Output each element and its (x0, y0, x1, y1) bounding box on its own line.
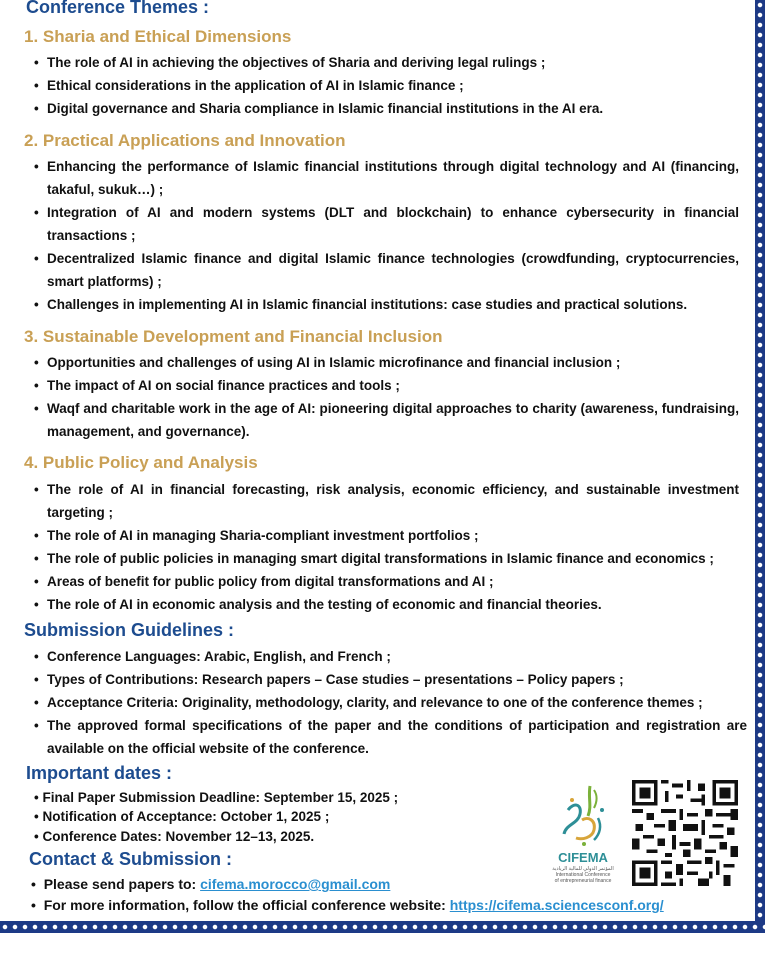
list-item: • The role of AI in economic analysis and the testing of economic and financial theories. (34, 597, 602, 612)
list-item: • Types of Contributions: Research papers – Case studies – presentations – Policy papers ; (34, 672, 624, 687)
list-item: • The role of AI in achieving the objectives of Sharia and deriving legal rulings ; (34, 55, 546, 70)
section-1-title: 1. Sharia and Ethical Dimensions (24, 27, 292, 46)
decorative-border-bottom (0, 921, 765, 933)
list-item: • Notification of Acceptance: October 1, 2025 ; (34, 809, 330, 824)
list-item: • Ethical considerations in the application of AI in Islamic finance ; (34, 78, 464, 93)
dates-heading: Important dates : (26, 763, 173, 783)
logo-caption: المؤتمر الدولي للمالية الريادية International Conference of entrepreneurial finance (552, 866, 614, 884)
contact-email-line: • Please send papers to: cifema.morocco@gmail.com (31, 876, 391, 892)
list-item: • Acceptance Criteria: Originality, methodology, clarity, and relevance to one of the conference themes ; (34, 695, 703, 710)
themes-heading: Conference Themes : (26, 0, 210, 17)
cifema-logo (548, 780, 618, 886)
website-link[interactable]: https://cifema.sciencesconf.org/ (449, 897, 664, 913)
guidelines-heading: Submission Guidelines : (24, 620, 235, 640)
list-item: • Final Paper Submission Deadline: September 15, 2025 ; (34, 790, 399, 805)
list-item: • Enhancing the performance of Islamic financial institutions through digital technology and AI (financing, takaful, sukuk…) ; (34, 159, 739, 197)
section-3-title: 3. Sustainable Development and Financial Inclusion (24, 327, 443, 346)
list-item: • The role of AI in financial forecasting, risk analysis, economic efficiency, and sustainable investment targeting ; (34, 482, 739, 520)
decorative-border-right (755, 0, 765, 933)
list-item: • The impact of AI on social finance practices and tools ; (34, 378, 400, 393)
contact-heading: Contact & Submission : (29, 849, 233, 869)
list-item: • Digital governance and Sharia compliance in Islamic financial institutions in the AI era. (34, 101, 604, 116)
email-link[interactable]: cifema.morocco@gmail.com (200, 876, 391, 892)
list-item: • The role of public policies in managing smart digital transformations in Islamic finance and economics ; (34, 551, 714, 566)
list-item: • The approved formal specifications of the paper and the conditions of participation and registration are available on the official website of the conference. (34, 718, 747, 756)
list-item: • Opportunities and challenges of using AI in Islamic microfinance and financial inclusion ; (34, 355, 621, 370)
list-item: • The role of AI in managing Sharia-compliant investment portfolios ; (34, 528, 479, 543)
list-item: • Integration of AI and modern systems (DLT and blockchain) to enhance cybersecurity in financial transactions ; (34, 205, 739, 243)
logo-calligraphy-icon (548, 780, 618, 850)
list-item: • Waqf and charitable work in the age of AI: pioneering digital approaches to charity (awareness, fundraising, management, and governance). (34, 401, 739, 439)
list-item: • Areas of benefit for public policy from digital transformations and AI ; (34, 574, 494, 589)
list-item: • Challenges in implementing AI in Islamic financial institutions: case studies and practical solutions. (34, 297, 688, 312)
list-item: • Conference Dates: November 12–13, 2025. (34, 829, 315, 844)
contact-website-line: • For more information, follow the official conference website: https://cifema.sciencesconf.org/ (31, 897, 664, 913)
list-item: • Conference Languages: Arabic, English, and French ; (34, 649, 391, 664)
logo-name: CIFEMA (558, 850, 608, 865)
section-2-title: 2. Practical Applications and Innovation (24, 131, 346, 150)
list-item: • Decentralized Islamic finance and digital Islamic finance technologies (crowdfunding, cryptocurrencies, smart platforms) ; (34, 251, 739, 289)
section-4-title: 4. Public Policy and Analysis (24, 453, 258, 472)
qr-code-icon[interactable] (632, 780, 738, 886)
